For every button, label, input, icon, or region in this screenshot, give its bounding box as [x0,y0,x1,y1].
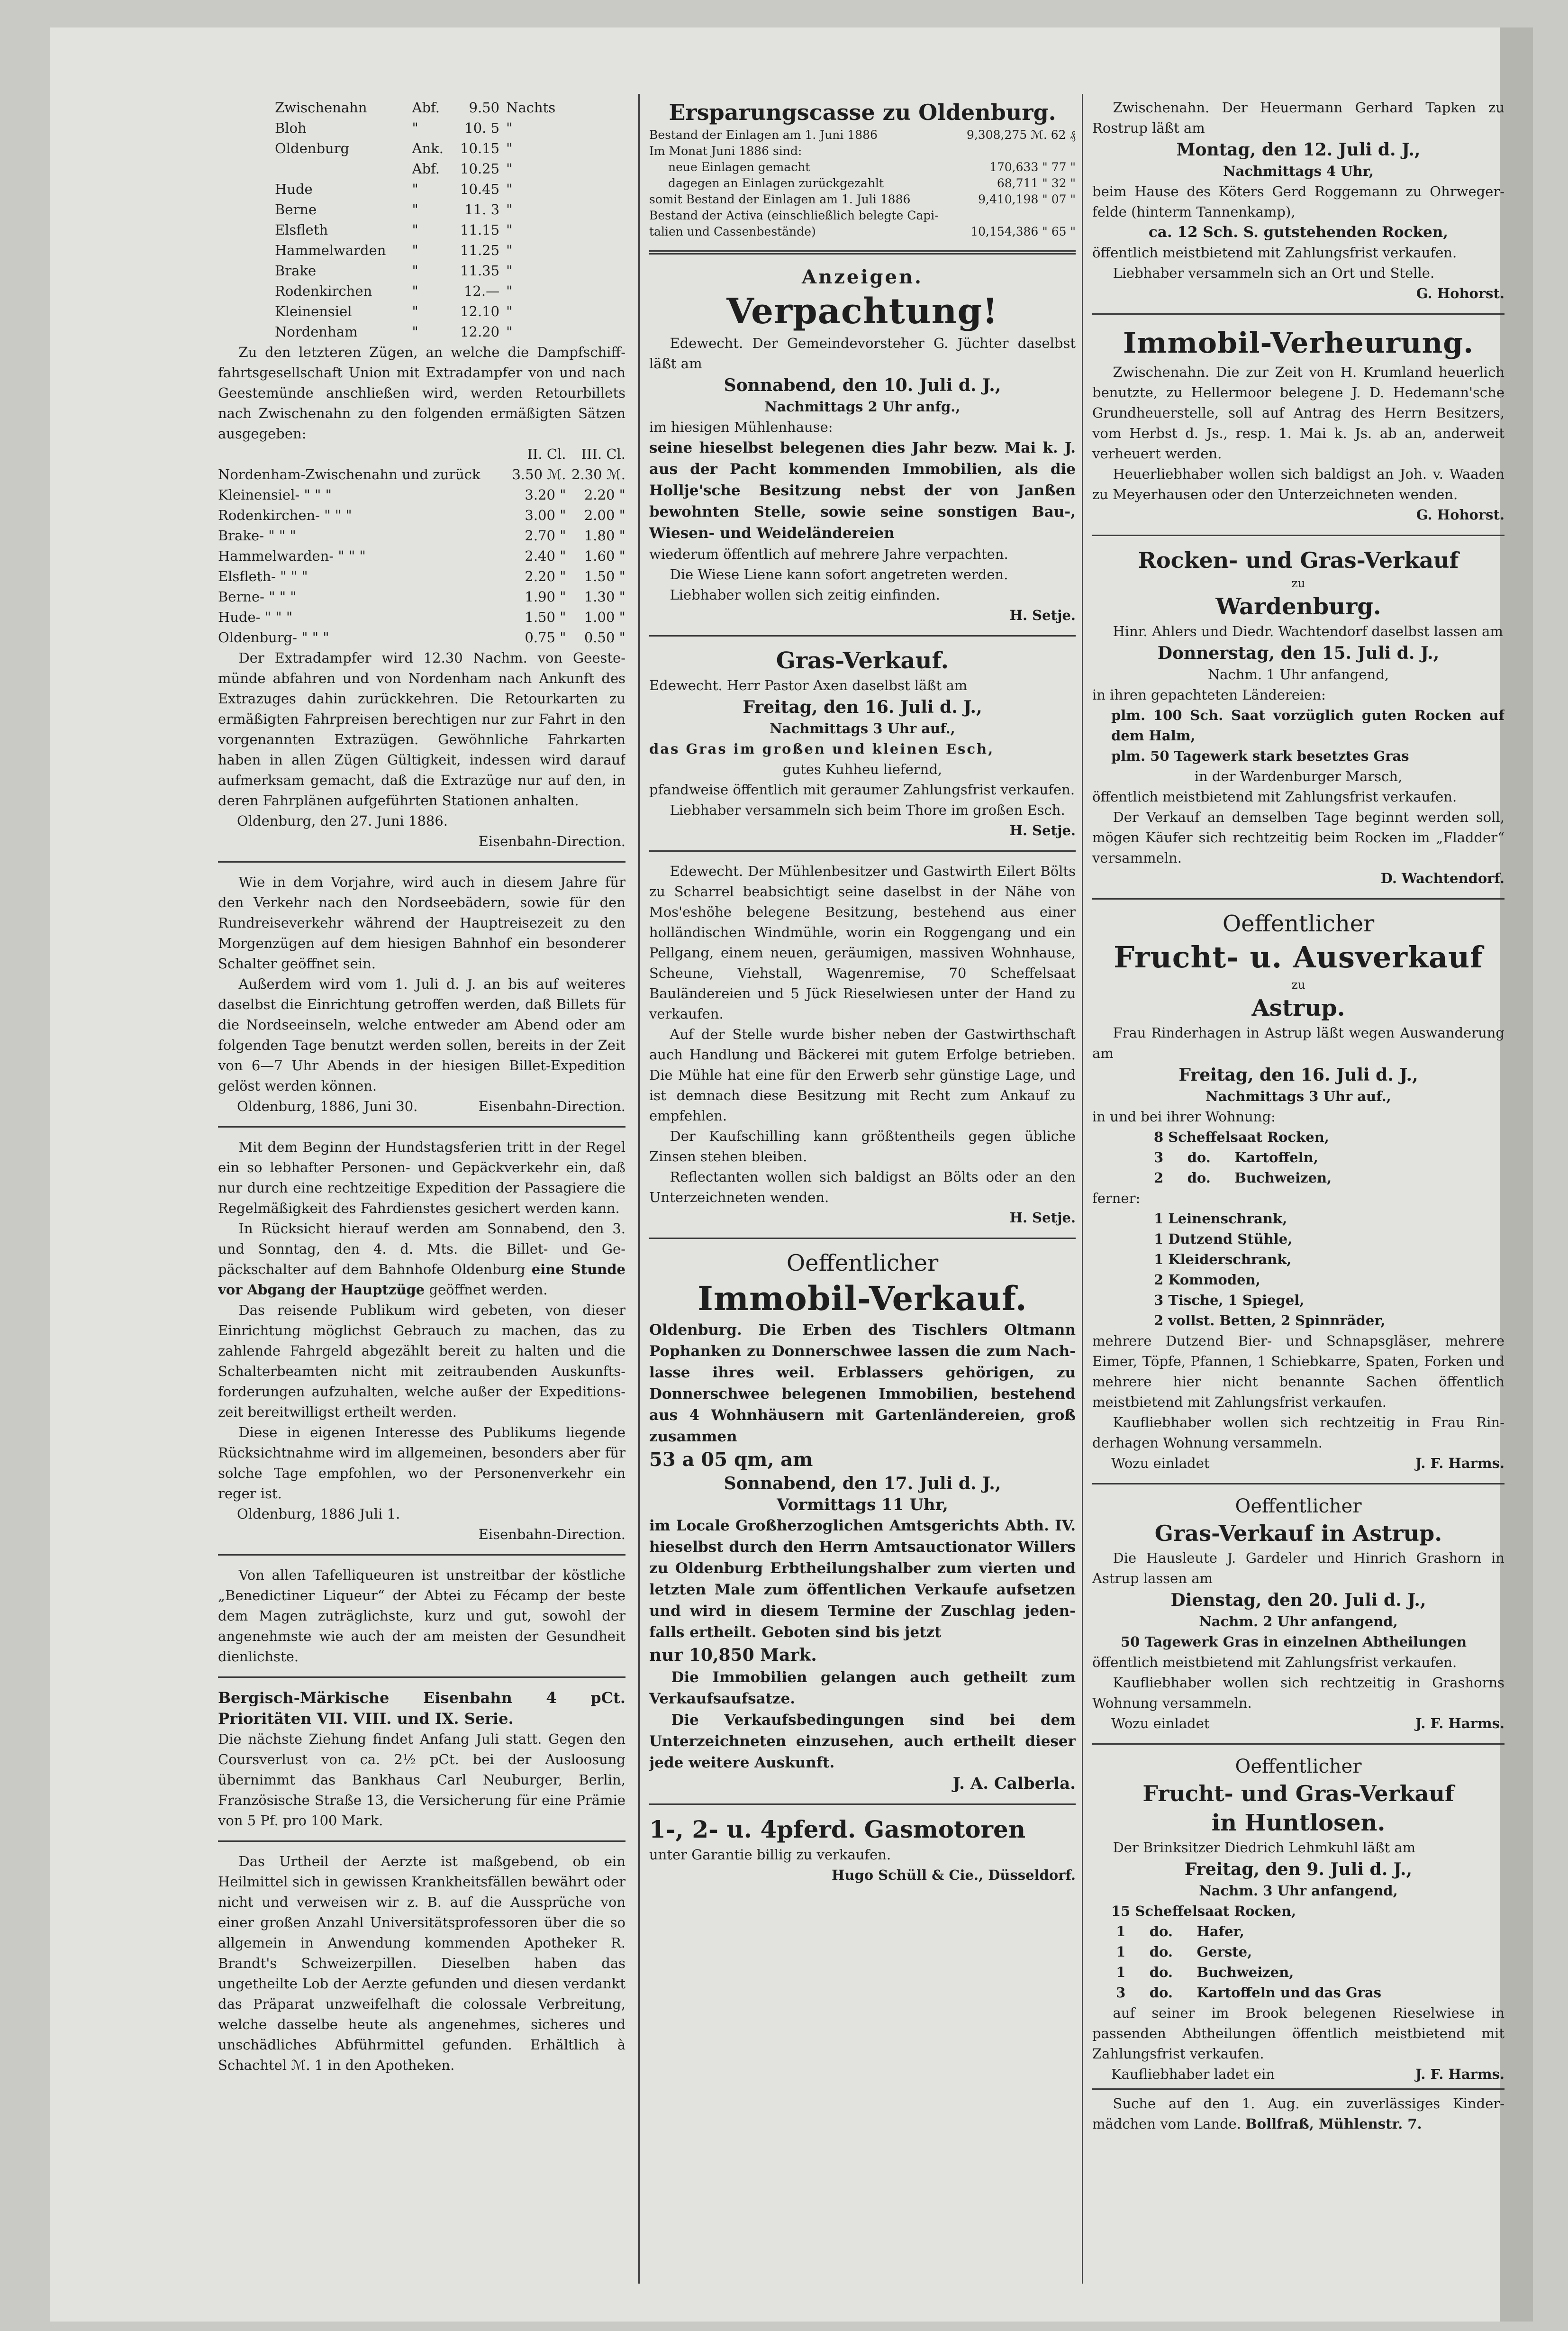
timetable-mark: " [412,303,418,319]
timetable-time: 11.25 [460,242,500,258]
ad-astrup-pre: Oeffentlicher [1222,911,1375,937]
ad-astrup-body: mehrere Dutzend Bier- und Schnapsgläser, mehrere Eimer, Töpfe, Pfannen, 1 Schiebkarre, Spaten, Forken und mehrere hier nicht benannte Sachen öffentlich meistbietend mit Zahlungsfrist verkaufen. [1092,1333,1505,1410]
signature-invite: Wozu einladet [1111,1715,1210,1731]
savings-row [649,127,1076,143]
ad-rocken-body: beim Hause des Köters Gerd Roggemann zu Ohrwegerfelde (hinterm Tannenkamp), [1092,183,1505,220]
timetable-mark: " [412,120,418,136]
timetable-station: Berne [275,201,317,218]
timetable-row [275,220,569,240]
ad-wardenburg-tail: öffentlich meistbietend mit Zahlungsfrist verkaufen. [1092,789,1457,805]
signature-place: Oldenburg, 1886, Juni 30. [237,1098,418,1114]
savings-value: 9,410,198 " 07 " [978,192,1076,206]
timetable-row [275,159,569,179]
timetable-row [275,98,569,118]
fare-head-3: III. Cl. [581,446,625,462]
savings-label: Im Monat Juni 1886 sind: [649,144,802,158]
ad-grasastrup-title: Gras-Verkauf in Astrup. [1154,1521,1442,1546]
timetable-mark: " [412,201,418,218]
ad-astrup-place: Astrup. [1251,995,1345,1021]
ad-huntlosen-head: Der Brinksitzer Diedrich Lehmkuhl läßt am [1113,1839,1416,1856]
ad-wardenburg-zu: zu [1291,576,1305,590]
signature-name: J. A. Calberla. [952,1774,1076,1793]
ad-verpachtung-title: Verpachtung! [726,291,998,332]
fares-intro: Zu den letzteren Zügen, an welche die Dampfschifffahrtsgesellschaft Union mit Extradampfer von und nach Geestemünde anschließen wird, werden Retourbillets nach Zwischenahn zu den folgenden ermäßigten Sätzen ausgegeben: [218,344,625,442]
ad-rocken-time: Nachmittags 4 Uhr, [1223,163,1374,179]
timetable-mark: " [412,181,418,197]
signature-name: D. Wachtendorf. [1380,870,1505,886]
column-1 [218,98,625,2076]
ad-verpachtung-body: seine hieselbst belegenen dies Jahr bezw. Mai k. J. aus der Pacht kommenden Immobilien, als die Hollje'sche Besitzung nebst der von Janßen bewohnten Stelle, sowie seine sonstigen Bau-, Wiesen- und Weideländereien [649,439,1076,542]
list-item: 8 Scheffelsaat Rocken, [1154,1129,1329,1145]
timetable-note: " [506,222,513,238]
ad-huntlosen-pre: Oeffentlicher [1235,1756,1362,1777]
ad-immobil-date: Sonnabend, den 17. Juli d. J., [724,1474,1001,1493]
fare-route: Berne- " " " [218,589,297,605]
timetable-row [275,301,569,322]
fare-c3: 1.50 " [584,568,625,584]
ad-grasastrup-pre: Oeffentlicher [1235,1495,1362,1517]
savings-value: 68,711 " 32 " [997,176,1076,190]
ad-grasastrup-date: Dienstag, den 20. Juli d. J., [1170,1590,1426,1610]
timetable-time: 10.15 [460,140,500,156]
ad-immobil-pre: Oeffentlicher [786,1250,939,1276]
timetable-note: " [506,120,513,136]
timetable-station [275,159,412,179]
ad-immobil-bid: nur 10,850 Mark. [649,1645,817,1665]
ad-gasmotoren-l2: Hugo Schüll & Cie., Düsseldorf. [831,1867,1076,1883]
ad-verheurung-body: Zwischenahn. Die zur Zeit von H. Krumland heuerlich benutzte, zu Hellermoor belegene J. D. Hedemann'sche Grundheuerstelle, soll auf Antrag des Herrn Besitzers, vom Herbst d. Js., resp. 1. Mai k. Js. ab an, anderweit verheuert werden. [1092,364,1505,462]
ad-verpachtung-time: Nachmittags 2 Uhr anfg., [764,399,961,415]
ad-bergisch-body: Die nächste Ziehung findet Anfang Juli statt. Gegen den Coursverlust von ca. 2½ pCt. bei der Ausloosung übernimmt das Bankhaus Carl Neuburger, Berlin, Französische Straße 13, die Versicherung für eine Prämie von 5 Pf. pro 100 Mark. [218,1731,625,1829]
ad-astrup-title: Frucht- u. Ausverkauf [1114,940,1483,974]
timetable-station: Hammelwarden [275,242,386,258]
timetable-station: Rodenkirchen [275,283,372,299]
savings-value [967,143,1076,159]
ad-gasmotoren-title: 1-, 2- u. 4pferd. Gasmotoren [649,1815,1026,1843]
timetable-row [275,322,569,342]
timetable-mark: Abf. [412,100,440,116]
timetable-station: Brake [275,263,317,279]
savings-row [649,191,1076,208]
timetable-time: 10. 5 [464,120,500,136]
savings-value: 170,633 " 77 " [989,160,1076,174]
fare-route: Hammelwarden- " " " [218,548,366,564]
fare-route: Elsfleth- " " " [218,568,308,584]
timetable-row [275,118,569,138]
ad-astrup-list [1092,1127,1505,1188]
timetable-station: Zwischenahn [275,100,367,116]
ad-gras-tail: Liebhaber versammeln sich beim Thore im großen Esch. [670,802,1065,818]
ad-immobil-area: 53 a 05 qm, am [649,1448,813,1471]
ad-astrup-list2 [1092,1209,1505,1331]
fare-c2: 2.20 " [525,568,566,584]
timetable-time: 10.25 [460,161,500,177]
ad-wardenburg-time: Nachm. 1 Uhr anfangend, [1207,666,1389,683]
savings-row [649,143,1076,159]
signature-place: Oldenburg, 1886 Juli 1. [237,1506,400,1522]
ad-astrup-ferner: ferner: [1092,1190,1141,1206]
timetable-time: 11.15 [460,222,500,238]
fare-route: Oldenburg- " " " [218,629,329,646]
ad-astrup-tail: Kaufliebhaber wollen sich rechtzeitig in Frau Rinderhagen Wohnung versammeln. [1092,1414,1505,1451]
ad-wardenburg-item2: plm. 50 Tagewerk stark besetztes Gras [1111,748,1409,764]
ad-verpachtung-place: im hiesigen Mühlenhause: [649,419,833,435]
fare-c2: 3.20 " [525,487,566,503]
timetable-row [275,261,569,281]
signature-name: Eisenbahn-Direction. [478,833,625,849]
list-item: 1 do. Gerste, [1111,1944,1252,1960]
list-item: 2 Kommoden, [1154,1272,1260,1288]
section-anzeigen: Anzeigen. [802,266,923,288]
savings-row [649,175,1076,191]
fare-c3: 2.30 ℳ. [571,466,625,483]
ad-immobil-body2: im Locale Großherzoglichen Amtsgerichts Abth. IV. hieselbst durch den Herrn Amtsauctionator Willers zu Oldenburg Erbtheilungshalber zum vierten und letzten Male zum öffentlichen Verkaufe aufsetzen und wird in diesem Termine der Zuschlag jedenfalls ertheilt. Geboten sind bis jetzt [649,1517,1076,1641]
ad-wardenburg-tail2: Der Verkauf an demselben Tage beginnt werden soll, mögen Käufer sich rechtzeitig beim Rocken im „Fladder“ versammeln. [1092,809,1505,866]
timetable-row [275,281,569,301]
fare-route: Rodenkirchen- " " " [218,507,352,523]
timetable-station: Kleinensiel [275,303,352,319]
ad-wardenburg-body: in ihren gepachteten Ländereien: [1092,687,1326,703]
fare-c3: 1.00 " [584,609,625,625]
list-item: 2 vollst. Betten, 2 Spinnräder, [1154,1312,1386,1329]
list-item: 3 do. Kartoffeln, [1154,1149,1318,1166]
signature-name: H. Setje. [1009,607,1076,623]
notice-nordsee: Wie in dem Vorjahre, wird auch in diesem Jahre für den Verkehr nach den Nordseebädern, sowie für den Rundreiseverkehr während der Hauptreisezeit zu den Morgenzügen auf dem hiesigen Bahnhof ein besonderer Schalter geöffnet sein. [218,874,625,972]
ad-rocken-item: ca. 12 Sch. S. gutstehenden Rocken, [1148,224,1449,241]
list-item: 1 Leinenschrank, [1154,1211,1287,1227]
timetable-time: 9.50 [469,100,500,116]
ad-astrup-zu: zu [1291,978,1305,992]
signature-name: J. F. Harms. [1415,2066,1505,2082]
ad-huntlosen-date: Freitag, den 9. Juli d. J., [1184,1859,1413,1879]
ad-grasastrup-item: 50 Tagewerk Gras in einzelnen Abtheilungen [1121,1634,1467,1650]
fare-row [218,505,625,526]
column-rule-1 [638,94,640,2284]
timetable-mark: " [412,263,418,279]
fare-head-2: II. Cl. [527,446,566,462]
ad-wardenburg-place: Wardenburg. [1215,593,1381,620]
newspaper-page [50,27,1533,2322]
ad-immobil-time: Vormittags 11 Uhr, [777,1495,948,1514]
timetable-row [275,200,569,220]
fare-table [218,444,625,648]
ad-immobil-body1: Oldenburg. Die Erben des Tischlers Oltmann Pophanken zu Donnerschwee lassen die zum Nachlasse ihres weil. Erblassers gehörigen, zu Donnerschwee belegenen Immobilien, bestehend aus 4 Wohnhäusern mit Gartenländereien, groß zusammen [649,1321,1076,1445]
column-2 [649,98,1076,1885]
fare-c2: 1.50 " [525,609,566,625]
ad-huntlosen-title: Frucht- und Gras-Verkauf [1142,1781,1454,1806]
fare-row [218,587,625,607]
timetable-note: " [506,242,513,258]
savings-label: Bestand der Einlagen am 1. Juni 1886 [649,128,878,142]
ad-grasastrup-tail: öffentlich meistbietend mit Zahlungsfrist verkaufen. [1092,1654,1457,1670]
timetable-time: 12.10 [460,303,500,319]
list-item: 3 Tische, 1 Spiegel, [1154,1292,1305,1308]
timetable-mark: Ank. [412,140,444,156]
signature-name: G. Hohorst. [1416,507,1505,523]
savings-table [649,127,1076,240]
signature-name: H. Setje. [1009,1210,1076,1226]
list-item: 1 Dutzend Stühle, [1154,1231,1293,1247]
savings-label: neue Einlagen gemacht [668,160,810,174]
ad-verpachtung-intro: Edewecht. Der Gemeindevorsteher G. Jüchter daselbst läßt am [649,335,1076,372]
column-rule-2 [1082,94,1083,2284]
fare-row [218,607,625,628]
timetable-note: " [506,324,513,340]
timetable-note: " [506,140,513,156]
signature-name: Eisenbahn-Direction. [478,1098,625,1114]
timetable-mark: " [412,283,418,299]
signature-name: Eisenbahn-Direction. [478,1526,625,1542]
list-item: 3 do. Kartoffeln und das Gras [1111,1985,1382,2001]
savings-title: Ersparungscasse zu Oldenburg. [669,100,1056,125]
fare-route: Kleinensiel- " " " [218,487,332,503]
ad-verheurung-tail: Heuerliebhaber wollen sich baldigst an Joh. v. Waaden zu Meyerhausen oder den Unterzeichneten wenden. [1092,466,1505,502]
fare-c3: 0.50 " [584,629,625,646]
timetable-row [275,179,569,200]
ad-wardenburg-head: Hinr. Ahlers und Diedr. Wachtendorf daselbst lassen am [1113,623,1503,639]
ad-immobil-body3: Die Immobilien gelangen auch getheilt zum Verkaufsaufsatze. [649,1669,1076,1707]
ad-rocken-head: Zwischenahn. Der Heuermann Gerhard Tapken zu Rostrup läßt am [1092,100,1505,136]
timetable-note: " [506,263,513,279]
ad-aerzte: Das Urtheil der Aerzte ist maßgebend, ob ein Heilmittel sich in gewissen Krankheitsfällen bewährt oder nicht und verweisen wir z. B. auf die Aussprüche von einer großen Anzahl Universitätsprofessoren über die so allgemein in Anwendung kommenden Apotheker R. Brandt's Schweizerpillen. Dieselben haben das ungetheilte Lob der Aerzte gefunden und diesen verdankt das Präparat unzweifelhaft die colossale Verbreitung, welche dasselbe heute als angenehmes, sicheres und unschädliches Abführmittel gefunden. Erhältlich à Schachtel ℳ. 1 in den Apotheken. [218,1853,625,2073]
signature-name: G. Hohorst. [1416,285,1505,301]
list-item: 2 do. Buchweizen, [1154,1170,1332,1186]
timetable-time: 12.— [463,283,500,299]
ad-wardenburg-item1: plm. 100 Sch. Saat vorzüglich guten Rocken auf dem Halm, [1111,707,1505,744]
notice-billets: Außerdem wird vom 1. Juli d. J. an bis auf weiteres daselbst die Einrichtung getroffen werden, daß Billets für die Nordseeinseln, welche entweder am Abend oder am folgenden Tage benutzt werden sollen, bereits in der Zeit von 6—7 Uhr Abends in der hiesigen Billet-Expedition gelöst werden können. [218,976,625,1094]
ad-gras-time: Nachmittags 3 Uhr auf., [770,720,955,737]
ad-verpachtung-tail2: Die Wiese Liene kann sofort angetreten werden. [670,566,1008,583]
timetable-note: " [506,181,513,197]
timetable-time: 12.20 [460,324,500,340]
ad-wardenburg-title: Rocken- und Gras-Verkauf [1138,547,1459,573]
extradampfer-notice: Der Extradampfer wird 12.30 Nachm. von Geestemünde abfahren und von Nordenham nach Ankunft des Extrazuges dahin zurückkehren. Die Retourkarten zu ermäßigten Fahrpreisen berechtigen nur zur Fahrt in den vorgenannten Extrazügen. Gewöhnliche Fahrkarten haben in allen Zügen Gültigkeit, indessen wird darauf aufmerksam gemacht, daß die Extrazüge nur auf den, in deren Fahrplänen aufgeführten Stationen anhalten. [218,650,625,809]
fare-c2: 3.00 " [525,507,566,523]
fare-row [218,526,625,546]
ad-huntlosen-time: Nachm. 3 Uhr anfangend, [1199,1883,1398,1899]
notice-hundstage: Mit dem Beginn der Hundstagsferien tritt in der Regel ein so lebhafter Personen- und Gepäckverkehr ein, daß nur durch eine rechtzeitige Expedition der Passagiere die Regelmäßigkeit des Fahrdienstes gesichert werden kann. [218,1139,625,1216]
ad-astrup-head: Frau Rinderhagen in Astrup läßt wegen Auswanderung am [1092,1025,1505,1061]
fare-row [218,464,625,485]
signature-invite: Kaufliebhaber ladet ein [1111,2066,1275,2082]
savings-value: 10,154,386 " 65 " [970,225,1076,238]
timetable-note: " [506,161,513,177]
fare-c2: 2.40 " [525,548,566,564]
savings-label: dagegen an Einlagen zurückgezahlt [668,176,884,190]
notice-ruecksicht: Diese in eigenen Interesse des Publikums liegende Rücksichtnahme wird im allgemeinen, besonders aber für solche Tage empfohlen, wo der Personenverkehr ein reger ist. [218,1424,625,1502]
ad-gras-title: Gras-Verkauf. [776,647,949,674]
timetable-note: " [506,303,513,319]
list-item: 1 do. Hafer, [1111,1923,1244,1939]
fare-route: Brake- " " " [218,528,296,544]
ad-verheurung-title: Immobil-Verheurung. [1123,327,1474,360]
fare-c2: 1.90 " [525,589,566,605]
signature-place: Oldenburg, den 27. Juni 1886. [237,813,448,829]
ad-kindermaedchen: Suche auf den 1. Aug. ein zuverlässiges Kindermädchen vom Lande. Bollfraß, Mühlenstr. 7. [1092,2095,1505,2132]
notice-schalter: In Rücksicht hierauf werden am Sonnabend, den 3. und Sonntag, den 4. d. Mts. die Billet- und Gepäckschalter auf dem Bahnhofe Oldenburg eine Stunde vor Abgang der Hauptzüge geöffnet werden. [218,1220,625,1298]
fare-route: Hude- " " " [218,609,293,625]
ad-muehle-p2: Auf der Stelle wurde bisher neben der Gastwirthschaft auch Handlung und Bäckerei mit gutem Erfolge betrieben. Die Mühle hat eine für den Erwerb sehr günstige Lage, und ist demnach diese Besitzung mit Recht zum Ankauf zu empfehlen. [649,1026,1076,1124]
fare-c3: 1.30 " [584,589,625,605]
ad-bergisch-head: Bergisch-Märkische Eisenbahn 4 pCt. Prioritäten VII. VIII. und IX. Serie. [218,1689,625,1728]
ad-wardenburg-item2b: in der Wardenburger Marsch, [1194,768,1403,784]
fare-c3: 2.20 " [584,487,625,503]
timetable-note: Nachts [506,100,556,116]
list-item: 1 Kleiderschrank, [1154,1251,1292,1267]
fare-c2: 2.70 " [525,528,566,544]
savings-row [649,208,1076,240]
ad-wardenburg-date: Donnerstag, den 15. Juli d. J., [1157,643,1440,663]
timetable-station: Elsfleth [275,222,328,238]
ad-grasastrup-tail2: Kaufliebhaber wollen sich rechtzeitig in Grashorns Wohnung versammeln. [1092,1675,1505,1711]
notice-publikum: Das reisende Publikum wird gebeten, von dieser Einrichtung möglichst Gebrauch zu machen, das zu zahlende Fahrgeld abgezählt bereit zu halten und die Schalterbeamten nicht mit zeitraubenden Auskunftsforderungen aufzuhalten, welche außer der Expeditionszeit bereitwilligst ertheilt werden. [218,1302,625,1420]
savings-row [649,159,1076,175]
fare-c2: 3.50 ℳ. [512,466,566,483]
timetable [275,98,569,342]
savings-value: 9,308,275 ℳ. 62 ₰ [966,128,1076,142]
timetable-note: " [506,201,513,218]
ad-immobil-title: Immobil-Verkauf. [698,1279,1027,1318]
ad-rocken-tail2: Liebhaber versammeln sich an Ort und Stelle. [1113,265,1435,281]
ad-muehle-p3: Der Kaufschilling kann größtentheils gegen übliche Zinsen stehen bleiben. [649,1128,1076,1165]
ad-astrup-date: Freitag, den 16. Juli d. J., [1178,1065,1418,1085]
ad-huntlosen-place: in Huntlosen. [1211,1810,1386,1836]
fare-row [218,566,625,587]
fare-c3: 2.00 " [584,507,625,523]
timetable-time: 11. 3 [464,201,500,218]
signature-name: J. F. Harms. [1415,1715,1505,1731]
savings-label: somit Bestand der Einlagen am 1. Juli 1886 [649,192,911,206]
timetable-mark: Abf. [412,161,440,177]
ad-verpachtung-date: Sonnabend, den 10. Juli d. J., [724,375,1001,395]
timetable-station: Hude [275,181,313,197]
fare-row [218,628,625,648]
ad-immobil-body4: Die Verkaufsbedingungen sind bei dem Unterzeichneten einzusehen, auch ertheilt dieser jede weitere Auskunft. [649,1712,1076,1771]
timetable-row [275,240,569,261]
timetable-station: Nordenham [275,324,358,340]
ad-muehle: Edewecht. Der Mühlenbesitzer und Gastwirth Eilert Bölts zu Scharrel beabsichtigt seine daselbst in der Nähe von Mos'eshöhe belegene Besitzung, bestehend aus einer holländischen Windmühle, worin ein Roggengang und ein Pellgang, einem neuen, geräumigen, massiven Wohnhause, Scheune, Viehstall, Wagenremise, 70 Scheffelsaat Bauländereien und 5 Jück Rieselwiesen unter der Hand zu verkaufen. [649,863,1076,1022]
ad-benedictiner: Von allen Tafelliqueuren ist unstreitbar der köstliche „Benedictiner Liqueur“ der Abtei zu Fécamp der beste dem Magen zuträglichste, kurz und gut, sowohl der angenehmste wie auch der am meisten der Gesundheit dienlichste. [218,1567,625,1665]
timetable-station: Bloh [275,120,307,136]
fare-row [218,546,625,566]
ad-huntlosen-body: auf seiner im Brook belegenen Rieselwiese in passenden Abtheilungen öffentlich meistbietend mit Zahlungsfrist verkaufen. [1092,2005,1505,2062]
ad-grasastrup-head: Die Hausleute J. Gardeler und Hinrich Grashorn in Astrup lassen am [1092,1550,1505,1586]
timetable-time: 11.35 [460,263,500,279]
ad-gras-body2: gutes Kuhheu liefernd, [782,761,943,777]
ad-grasastrup-time: Nachm. 2 Uhr anfangend, [1199,1613,1398,1630]
fare-route: Nordenham-Zwischenahn und zurück [218,466,480,483]
timetable-note: " [506,283,513,299]
ad-gras-body: das Gras im großen und kleinen Esch, [649,741,995,757]
signature-name: H. Setje. [1009,822,1076,838]
ad-huntlosen-list [1092,1901,1505,2003]
list-item: 1 do. Buchweizen, [1111,1964,1294,1980]
ad-astrup-intro: in und bei ihrer Wohnung: [1092,1109,1276,1125]
timetable-mark: " [412,324,418,340]
ad-astrup-time: Nachmittags 3 Uhr auf., [1205,1088,1391,1104]
ad-verpachtung-tail3: Liebhaber wollen sich zeitig einfinden. [670,587,940,603]
timetable-time: 10.45 [460,181,500,197]
ad-gras-body3: pfandweise öffentlich mit geraumer Zahlungsfrist verkaufen. [649,782,1075,798]
timetable-station: Oldenburg [275,140,350,156]
column-3 [1092,98,1505,2134]
fare-c2: 0.75 " [525,629,566,646]
fare-c3: 1.80 " [584,528,625,544]
ad-rocken-tail: öffentlich meistbietend mit Zahlungsfrist verkaufen. [1092,245,1457,261]
signature-invite: Wozu einladet [1111,1455,1210,1471]
ad-rocken-date: Montag, den 12. Juli d. J., [1176,140,1421,160]
ad-gasmotoren-l1: unter Garantie billig zu verkaufen. [649,1847,891,1863]
savings-label: Bestand der Activa (einschließlich belegte Capitalien und Cassenbestände) [649,209,939,238]
ad-gras-date: Freitag, den 16. Juli d. J., [743,697,982,717]
timetable-mark: " [412,242,418,258]
ad-gras-intro: Edewecht. Herr Pastor Axen daselbst läßt am [649,677,968,693]
ad-verpachtung-tail: wiederum öffentlich auf mehrere Jahre verpachten. [649,546,1008,562]
fare-c3: 1.60 " [584,548,625,564]
fare-row [218,485,625,505]
signature-name: J. F. Harms. [1415,1455,1505,1471]
timetable-mark: " [412,222,418,238]
page-edge [1500,27,1533,2322]
list-item: 15 Scheffelsaat Rocken, [1111,1903,1296,1919]
timetable-row [275,138,569,159]
ad-muehle-p4: Reflectanten wollen sich baldigst an Bölts oder an den Unterzeichneten wenden. [649,1169,1076,1205]
